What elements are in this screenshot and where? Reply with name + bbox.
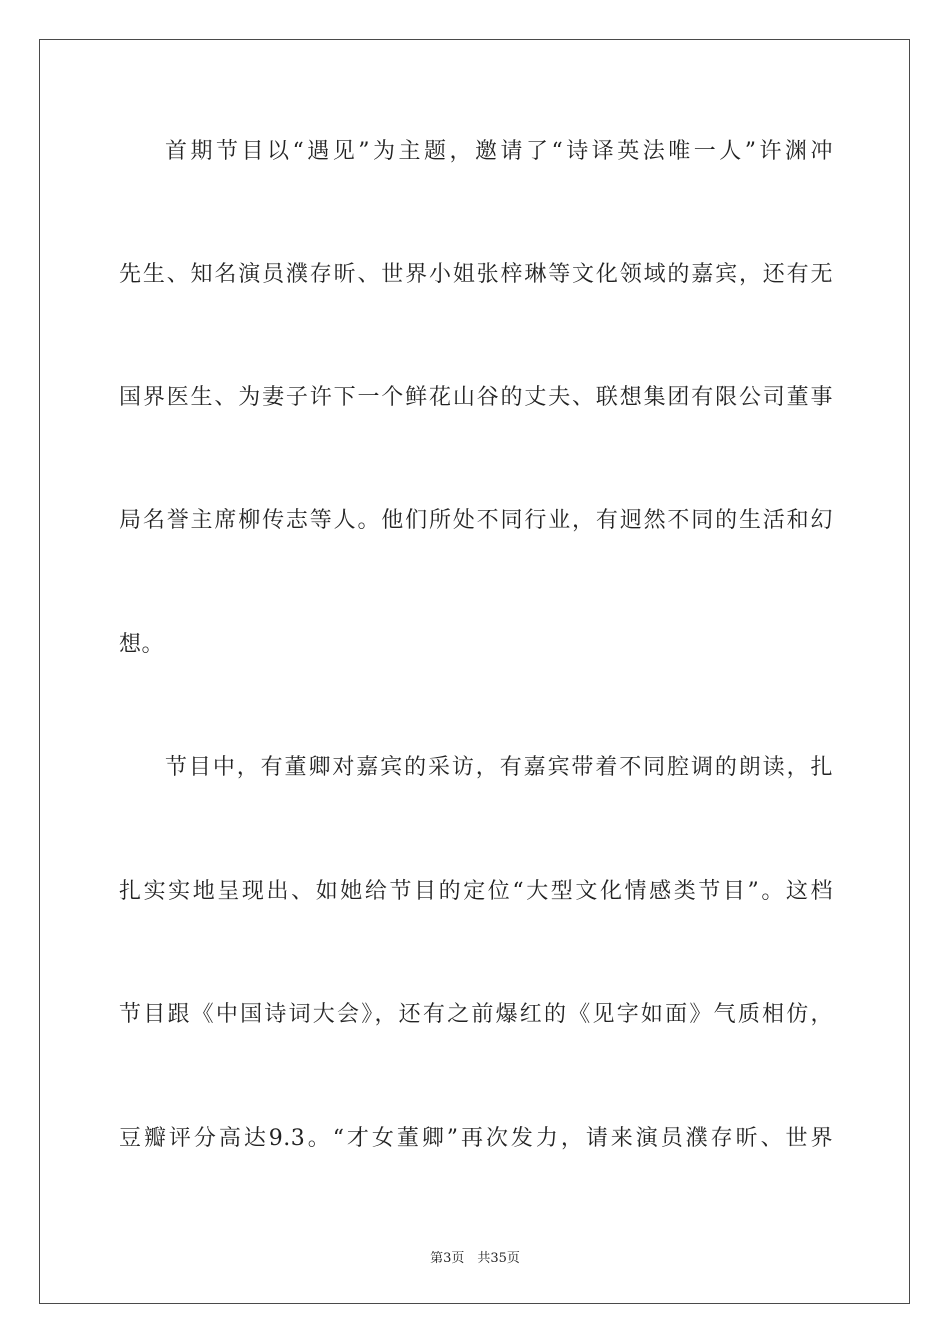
paragraph-1-line-3: 国界医生、为妻子许下一个鲜花山谷的丈夫、联想集团有限公司董事 [119, 385, 833, 410]
paragraph-2-line-3: 节目跟《中国诗词大会》，还有之前爆红的《见字如面》气质相仿， [119, 1002, 833, 1027]
paragraph-1-line-5: 想。 [119, 632, 165, 657]
paragraph-2-line-1: 节目中，有董卿对嘉宾的采访，有嘉宾带着不同腔调的朗读，扎 [165, 755, 833, 780]
paragraph-2-line-2: 扎实实地呈现出、如她给节目的定位“大型文化情感类节目”。这档 [119, 879, 833, 904]
paragraph-2-line-4: 豆瓣评分高达9.3。“才女董卿”再次发力，请来演员濮存昕、世界 [119, 1126, 833, 1151]
paragraph-1-line-2: 先生、知名演员濮存昕、世界小姐张梓琳等文化领域的嘉宾，还有无 [119, 262, 833, 287]
paragraph-1-line-4: 局名誉主席柳传志等人。他们所处不同行业，有迥然不同的生活和幻 [119, 508, 833, 533]
page-number-footer: 第3页 共35页 [430, 1251, 520, 1266]
paragraph-1-line-1: 首期节目以“遇见”为主题，邀请了“诗译英法唯一人”许渊冲 [165, 139, 833, 164]
page-border [39, 39, 910, 1304]
